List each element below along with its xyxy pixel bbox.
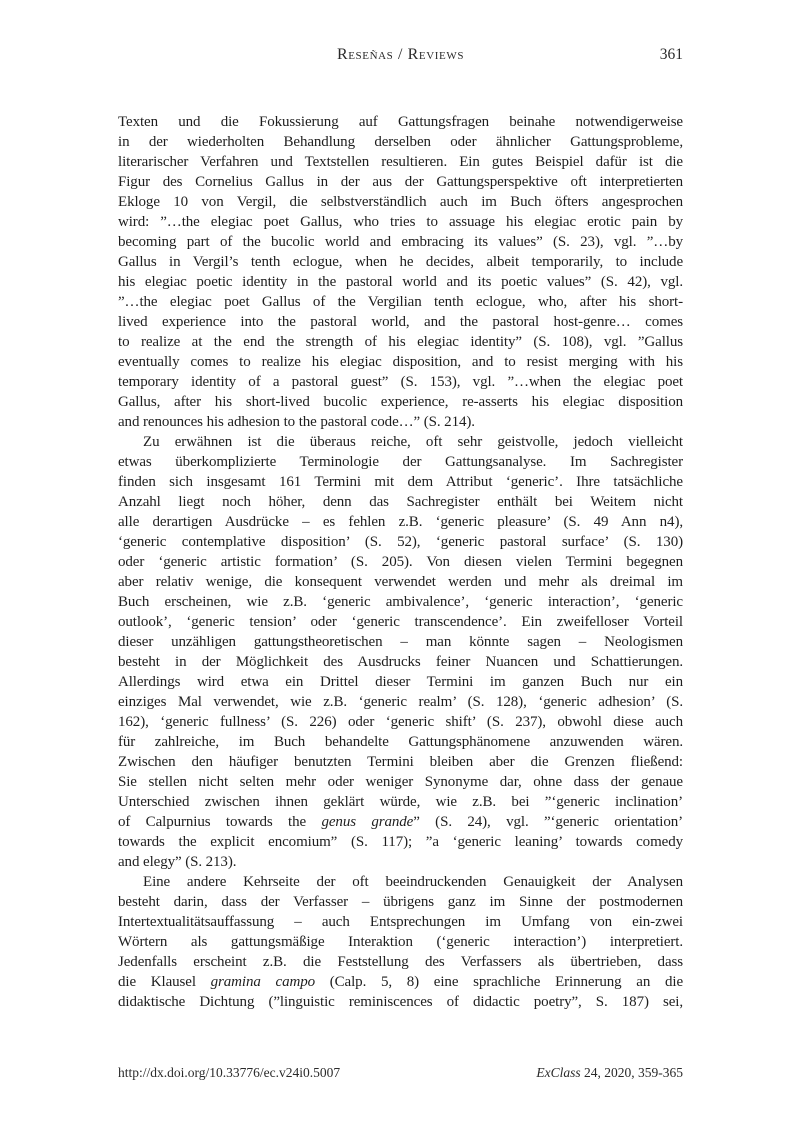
text-line: besteht darin, dass der Verfasser – übrigens ganz im Sinne der postmodernen <box>118 894 683 910</box>
body-text <box>118 112 683 1012</box>
text-line: becoming part of the bucolic world and embracing its values” (S. 23), vgl. ”…by <box>118 234 683 250</box>
text-line: his elegiac poetic identity in the pastoral world and its poetic values” (S. 42), vgl. <box>118 274 683 290</box>
text-line: in der wiederholten Behandlung derselben oder ähnlicher Gattungsprobleme, <box>118 134 683 150</box>
text-line: and elegy” (S. 213). <box>118 854 237 870</box>
text-line: dieser unzähligen gattungstheoretischen – man könnte sagen – Neologismen <box>118 634 683 650</box>
paragraph <box>118 112 683 432</box>
text-line: Ekloge 10 von Vergil, die selbstverständlich auch im Buch öfters angesprochen <box>118 194 683 210</box>
text-line: Wörtern als gattungsmäßige Interaktion (‘generic interaction’) interpretiert. <box>118 934 683 950</box>
text-line: 162), ‘generic fullness’ (S. 226) oder ‘generic shift’ (S. 237), obwohl diese auch <box>118 714 683 730</box>
text-line: ”…the elegiac poet Gallus of the Vergilian tenth eclogue, who, after his short- <box>118 294 683 310</box>
text-line: Gallus, after his short-lived bucolic experience, re-asserts his elegiac disposition <box>118 394 683 410</box>
text-line: outlook’, ‘generic tension’ oder ‘generic transcendence’. Ein zweifelloser Vorteil <box>118 614 683 630</box>
paragraph <box>118 872 683 1012</box>
text-line: für zahlreiche, im Buch behandelte Gattungsphänomene anzuwenden wären. <box>118 734 683 750</box>
text-line: Zu erwähnen ist die überaus reiche, oft sehr geistvolle, jedoch vielleicht <box>143 434 683 450</box>
text-line: Unterschied zwischen ihnen geklärt würde, wie z.B. bei ”‘generic inclination’ <box>118 794 683 810</box>
text-line: of Calpurnius towards the genus grande” (S. 24), vgl. ”‘generic orientation’ <box>118 814 683 830</box>
text-line: Figur des Cornelius Gallus in der aus der Gattungsperspektive oft interpretierten <box>118 174 683 190</box>
text-line: Texten und die Fokussierung auf Gattungsfragen beinahe notwendigerweise <box>118 114 683 130</box>
page-footer <box>118 1065 683 1081</box>
text-line: Gallus in Vergil’s tenth eclogue, when he decides, albeit temporarily, to include <box>118 254 683 270</box>
text-line: Buch erscheinen, wie z.B. ‘generic ambivalence’, ‘generic interaction’, ‘generic <box>118 594 683 610</box>
text-line: etwas überkomplizierte Terminologie der Gattungsanalyse. Im Sachregister <box>118 454 683 470</box>
paragraph <box>118 432 683 872</box>
text-line: temporary identity of a pastoral guest” (S. 153), vgl. ”…when the elegiac poet <box>118 374 683 390</box>
page-number: 361 <box>659 46 683 63</box>
text-line: lived experience into the pastoral world, and the pastoral host-genre… comes <box>118 314 683 330</box>
text-line: Intertextualitätsauffassung – auch Entsprechungen im Umfang von ein-zwei <box>118 914 683 930</box>
doi-link: http://dx.doi.org/10.33776/ec.v24i0.5007 <box>118 1065 341 1080</box>
text-line: oder ‘generic artistic formation’ (S. 205). Von diesen vielen Termini begegnen <box>118 554 683 570</box>
text-line: to realize at the end the strength of his elegiac identity” (S. 108), vgl. ”Gallus <box>118 334 683 350</box>
page-header <box>118 46 683 66</box>
text-line: besteht in der Möglichkeit des Ausdrucks feiner Nuancen und Schattierungen. <box>118 654 683 670</box>
text-line: die Klausel gramina campo (Calp. 5, 8) eine sprachliche Erinnerung an die <box>118 974 683 990</box>
text-line: towards the explicit encomium” (S. 117); ”a ‘generic leaning’ towards comedy <box>118 834 683 850</box>
text-line: Jedenfalls erscheint z.B. die Feststellung des Verfassers als übertrieben, dass <box>118 954 683 970</box>
text-line: Anzahl liegt noch höher, denn das Sachregister enthält bei Weitem nicht <box>118 494 683 510</box>
journal-name: ExClass <box>536 1065 581 1080</box>
text-line: didaktische Dichtung (”linguistic reminiscences of didactic poetry”, S. 187) sei, <box>118 994 683 1010</box>
text-line: Zwischen den häufiger benutzten Termini bleiben aber die Grenzen fließend: <box>118 754 683 770</box>
text-line: Eine andere Kehrseite der oft beeindruckenden Genauigkeit der Analysen <box>143 874 683 890</box>
journal-ref-rest: 24, 2020, 359-365 <box>580 1065 683 1080</box>
text-line: and renounces his adhesion to the pastoral code…” (S. 214). <box>118 414 475 430</box>
text-line: finden sich insgesamt 161 Termini mit dem Attribut ‘generic’. Ihre tatsächliche <box>118 474 683 490</box>
text-line: einziges Mal verwendet, wie z.B. ‘generic realm’ (S. 128), ‘generic adhesion’ (S. <box>118 694 683 710</box>
text-line: Allerdings wird etwa ein Drittel dieser Termini im ganzen Buch nur ein <box>118 674 683 690</box>
text-line: wird: ”…the elegiac poet Gallus, who tries to assuage his elegiac erotic pain by <box>118 214 683 230</box>
journal-reference <box>536 1065 683 1081</box>
text-line: Sie stellen nicht selten mehr oder weniger Synonyme dar, ohne dass der genaue <box>118 774 683 790</box>
text-line: eventually comes to realize his elegiac disposition, and to resist merging with his <box>118 354 683 370</box>
text-line: aber relativ wenige, die konsequent verwendet werden und mehr als dreimal im <box>118 574 683 590</box>
text-line: ‘generic contemplative disposition’ (S. 52), ‘generic pastoral surface’ (S. 130) <box>118 534 683 550</box>
running-head: Reseñas / Reviews <box>336 46 465 63</box>
text-line: literarischer Verfahren und Textstellen resultieren. Ein gutes Beispiel dafür ist die <box>118 154 683 170</box>
text-line: alle derartigen Ausdrücke – es fehlen z.B. ‘generic pleasure’ (S. 49 Ann n4), <box>118 514 683 530</box>
